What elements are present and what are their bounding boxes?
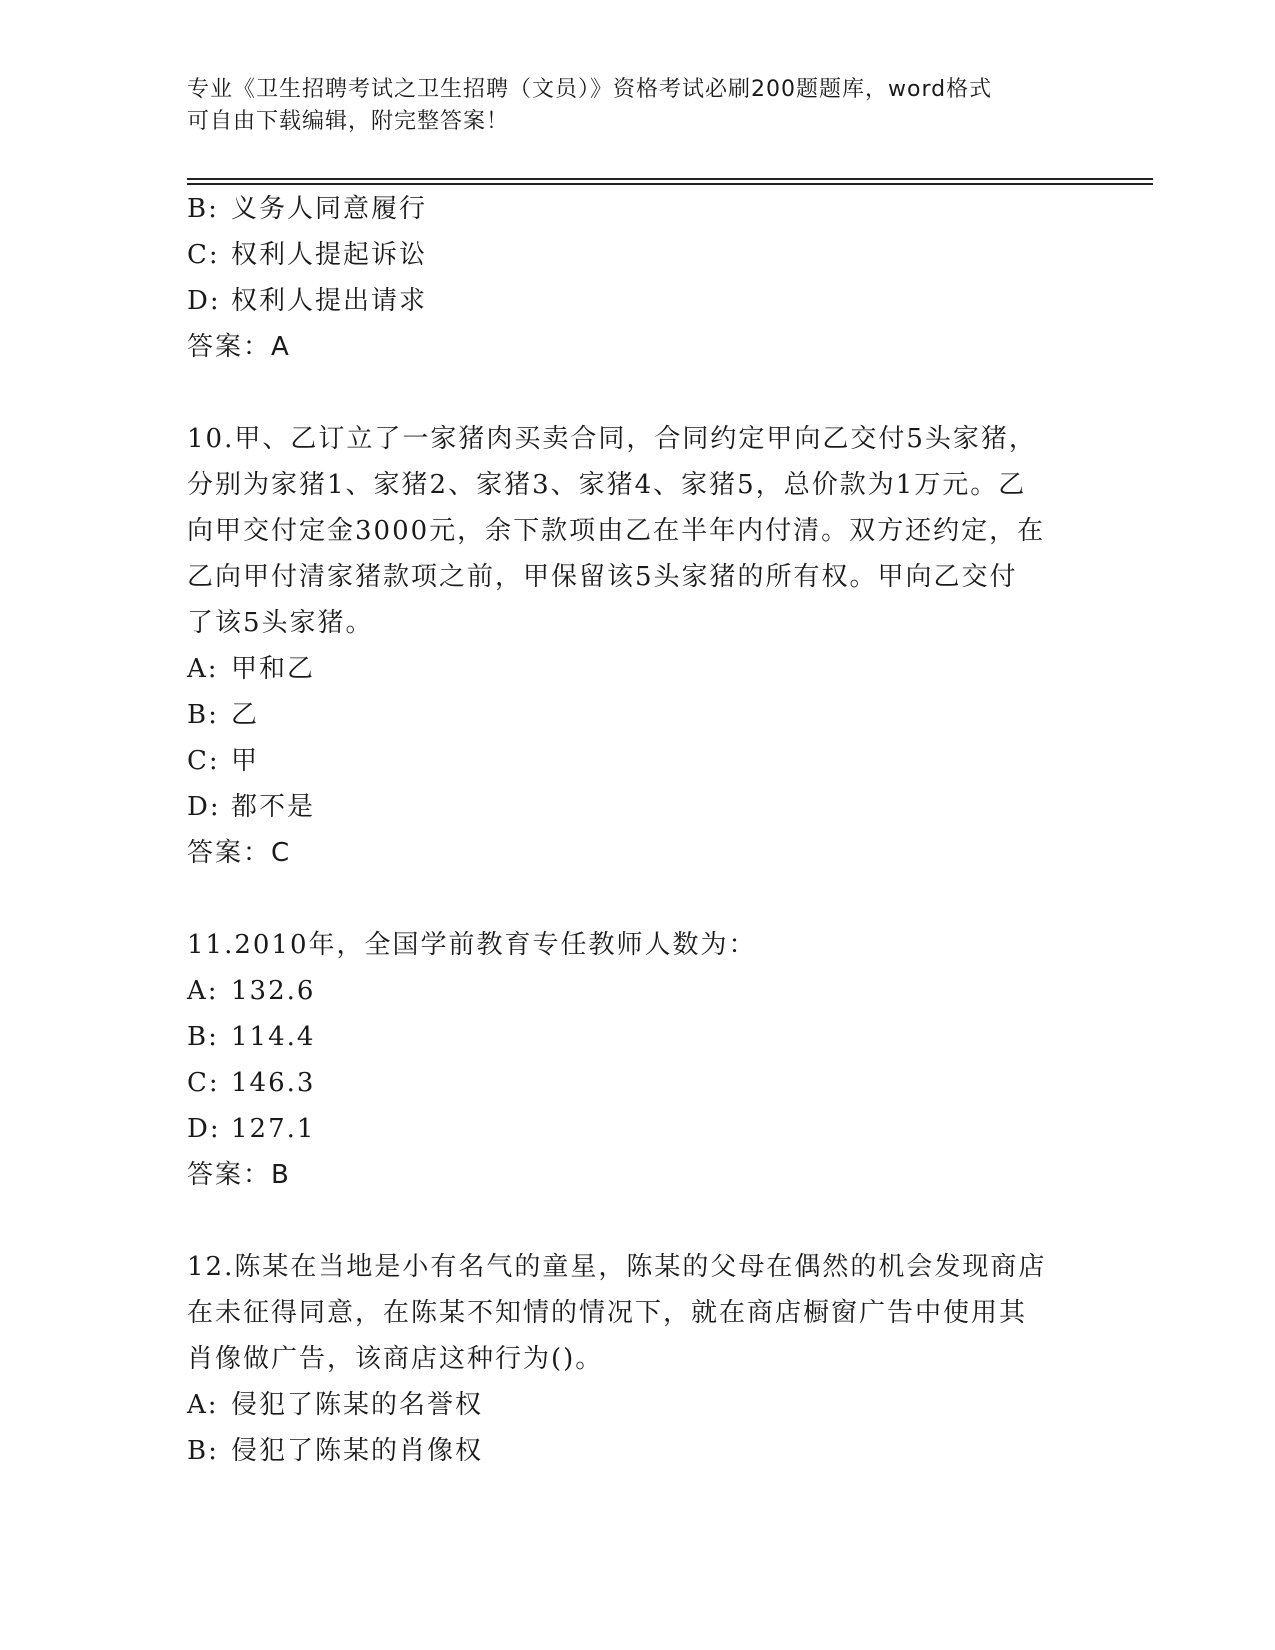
option-text: 132.6 [231,976,316,1006]
document-header [187,74,1087,138]
option-key: D: [187,1114,221,1144]
option-key: B: [187,194,219,224]
option-text: 侵犯了陈某的名誉权 [231,1390,484,1420]
question-text-line: 向甲交付定金3000元，余下款项由乙在半年内付清。双方还约定，在 [187,516,1046,546]
option-b [187,186,1087,232]
option-text: 114.4 [231,1022,316,1052]
option-a [187,646,1087,692]
option-c [187,1060,1087,1106]
option-text: 都不是 [231,792,316,822]
option-d [187,784,1087,830]
answer-line: 答案：A [187,332,291,362]
option-text: 甲 [231,746,260,776]
answer-line: 答案：C [187,838,292,868]
option-key: B: [187,700,219,730]
option-key: D: [187,792,221,822]
question-11 [187,922,1087,1198]
option-text: 侵犯了陈某的肖像权 [231,1436,484,1466]
option-b [187,692,1087,738]
question-text-line: 分别为家猪1、家猪2、家猪3、家猪4、家猪5，总价款为1万元。乙 [187,470,1027,500]
option-text: 权利人提起诉讼 [231,240,428,270]
question-text-line: 在未征得同意，在陈某不知情的情况下，就在商店橱窗广告中使用其 [187,1298,1028,1328]
question-text-line: 肖像做广告，该商店这种行为()。 [187,1344,604,1374]
question-text-line: 11.2010年，全国学前教育专任教师人数为： [187,930,757,960]
option-c [187,738,1087,784]
spacer [187,1198,1087,1244]
spacer [187,876,1087,922]
answer-line: 答案：B [187,1160,291,1190]
option-text: 146.3 [231,1068,316,1098]
option-text: 甲和乙 [231,654,316,684]
question-text-line: 乙向甲付清家猪款项之前，甲保留该5头家猪的所有权。甲向乙交付 [187,562,1018,592]
option-key: A: [187,976,219,1006]
question-text-line: 12.陈某在当地是小有名气的童星，陈某的父母在偶然的机会发现商店 [187,1252,1047,1282]
spacer [187,370,1087,416]
option-d [187,278,1087,324]
option-key: A: [187,1390,219,1420]
header-divider-bottom [187,183,1153,185]
option-text: 127.1 [231,1114,316,1144]
question-text-line: 10.甲、乙订立了一家猪肉买卖合同，合同约定甲向乙交付5头家猪， [187,424,1037,454]
header-line-1: 专业《卫生招聘考试之卫生招聘（文员）》资格考试必刷200题题库，word格式 [187,77,993,102]
option-text: 乙 [231,700,260,730]
header-line-2: 可自由下载编辑，附完整答案！ [187,109,510,134]
option-key: C: [187,240,220,270]
option-key: B: [187,1436,219,1466]
option-key: C: [187,1068,220,1098]
question-12 [187,1244,1087,1474]
option-d [187,1106,1087,1152]
option-a [187,968,1087,1014]
question-9-tail [187,186,1087,370]
option-text: 权利人提出请求 [231,286,428,316]
question-10 [187,416,1087,876]
option-a [187,1382,1087,1428]
option-key: A: [187,654,219,684]
option-key: B: [187,1022,219,1052]
question-text-line: 了该5头家猪。 [187,608,374,638]
option-c [187,232,1087,278]
option-b [187,1428,1087,1474]
header-divider-top [187,178,1153,180]
option-key: D: [187,286,221,316]
option-b [187,1014,1087,1060]
option-key: C: [187,746,220,776]
question-list [187,186,1087,1474]
option-text: 义务人同意履行 [231,194,428,224]
